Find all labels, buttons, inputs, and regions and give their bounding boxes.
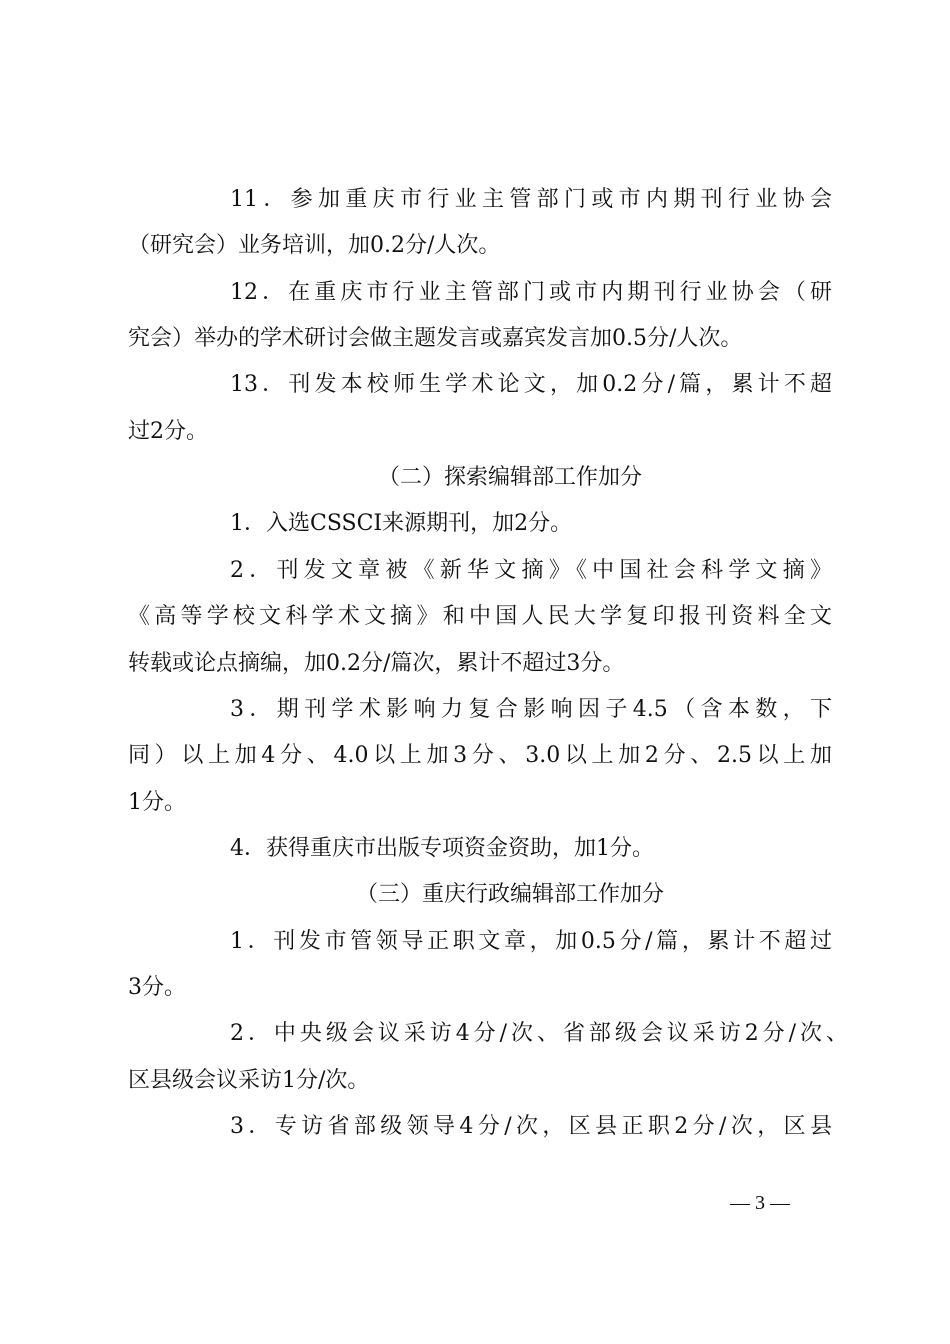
paragraph-line: 4．获得重庆市出版专项资金资助，加1分。 [230, 835, 654, 861]
paragraph-line: 1．刊发市管领导正职文章，加0.5分/篇，累计不超过 [230, 928, 832, 954]
paragraph-line: 12．在重庆市行业主管部门或市内期刊行业协会（研 [230, 279, 832, 305]
paragraph-line: 《高等学校文科学术文摘》和中国人民大学复印报刊资料全文 [128, 604, 832, 630]
paragraph-line: 3分。 [128, 974, 186, 1000]
paragraph-line: 11．参加重庆市行业主管部门或市内期刊行业协会 [230, 187, 832, 212]
page-number: — 3 — [730, 1192, 790, 1214]
paragraph-line: 13．刊发本校师生学术论文，加0.2分/篇，累计不超 [230, 372, 832, 398]
paragraph-line: 3．专访省部级领导4分/次，区县正职2分/次，区县 [230, 1114, 832, 1139]
paragraph-line: 究会）举办的学术研讨会做主题发言或嘉宾发言加0.5分/人次。 [128, 326, 743, 352]
paragraph-line: 1分。 [128, 789, 186, 815]
paragraph-line: 同）以上加4分、4.0以上加3分、3.0以上加2分、2.5以上加 [128, 743, 832, 769]
paragraph-line: 3．期刊学术影响力复合影响因子4.5（含本数，下 [230, 696, 832, 722]
section-heading: （二）探索编辑部工作加分 [377, 465, 642, 491]
paragraph-line: 区县级会议采访1分/次。 [128, 1067, 370, 1093]
paragraph-line: 1．入选CSSCI来源期刊，加2分。 [230, 511, 573, 537]
paragraph-line: 过2分。 [128, 418, 208, 444]
paragraph-line: （研究会）业务培训，加0.2分/人次。 [128, 233, 501, 259]
paragraph-line: 转载或论点摘编，加0.2分/篇次，累计不超过3分。 [128, 650, 625, 676]
paragraph-line: 2．中央级会议采访4分/次、省部级会议采访2分/次、 [230, 1021, 848, 1047]
paragraph-line: 2．刊发文章被《新华文摘》《中国社会科学文摘》 [230, 557, 832, 583]
section-heading: （三）重庆行政编辑部工作加分 [355, 882, 664, 908]
